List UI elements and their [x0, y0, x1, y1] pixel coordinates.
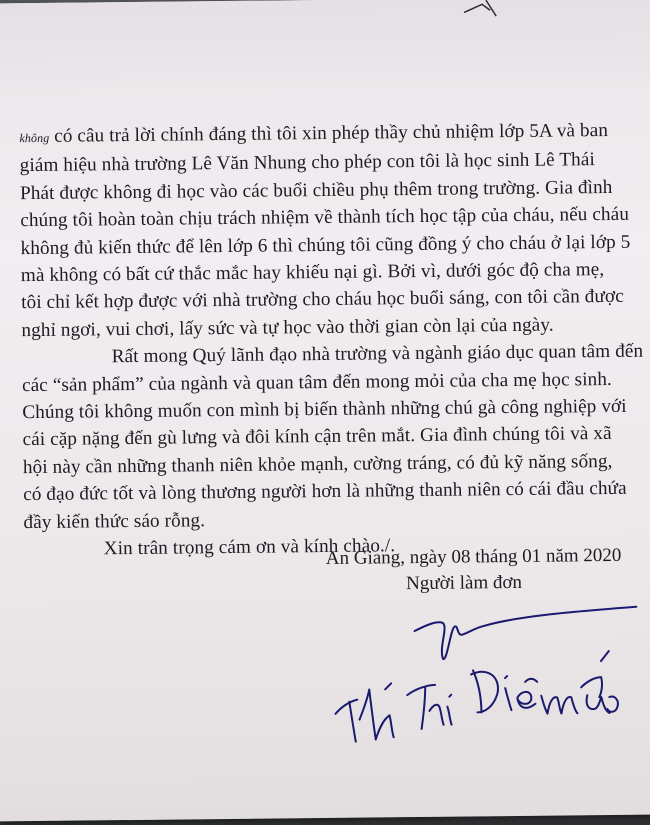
body-line-3: Phát được không đi học vào các buổi chiều phụ thêm trong trường. Gia đình [19, 176, 613, 204]
paragraph2-line-3: Chúng tôi không muốn con mình bị biến thành những chú gà công nghiệp với [22, 395, 627, 424]
first-word: không [19, 130, 50, 146]
body-line-1: không có câu trả lời chính đáng thì tôi xin phép thầy chủ nhiệm lớp 5A và ban [19, 119, 609, 147]
paragraph2-line-2: các “sản phẩm” của ngành và quan tâm đến mong mỏi của cha mẹ học sinh. [21, 368, 612, 396]
body-line-5: không đủ kiến thức để lên lớp 6 thì chúng tôi cũng đồng ý cho cháu ở lại lớp 5 [20, 231, 631, 259]
body-line-6: mà không có bất cứ thắc mắc hay khiếu nại gì. Bởi vì, dưới góc độ cha mẹ, [20, 259, 605, 287]
body-line-7: tôi chỉ kết hợp được với nhà trường cho cháu học buổi sáng, con tôi cần được [21, 286, 624, 314]
body-line-2: giám hiệu nhà trường Lê Văn Nhung cho phép con tôi là học sinh Lê Thái [19, 149, 595, 177]
paragraph2-line-4: cái cặp nặng đến gù lưng và đôi kính cận trên mắt. Gia đình chúng tôi và xã [22, 423, 612, 451]
body-line-4: chúng tôi hoàn toàn chịu trách nhiệm về thành tích học tập của cháu, nếu cháu [20, 203, 630, 232]
paragraph2-line-5: hội này cần những thanh niên khỏe mạnh, cường tráng, có đủ kỹ năng sống, [22, 450, 613, 479]
paragraph2-line-7: đầy kiến thức sáo rỗng. [23, 509, 206, 533]
paragraph2-line-6: có đạo đức tốt và lòng thương người hơn là những thanh niên có cái đầu chứa [23, 478, 627, 506]
closing-greeting: Xin trân trọng cám ơn và kính chào./. [103, 535, 396, 560]
body-line-8: nghỉ ngơi, vui chơi, lấy sức và tự học vào thời gian còn lại của ngày. [21, 314, 554, 341]
signer-title: Người làm đơn [406, 571, 523, 595]
paragraph2-line-1: Rất mong Quý lãnh đạo nhà trường và ngành giáo dục quan tâm đến [111, 340, 644, 368]
place-date: An Giang, ngày 08 tháng 01 năm 2020 [325, 544, 622, 569]
